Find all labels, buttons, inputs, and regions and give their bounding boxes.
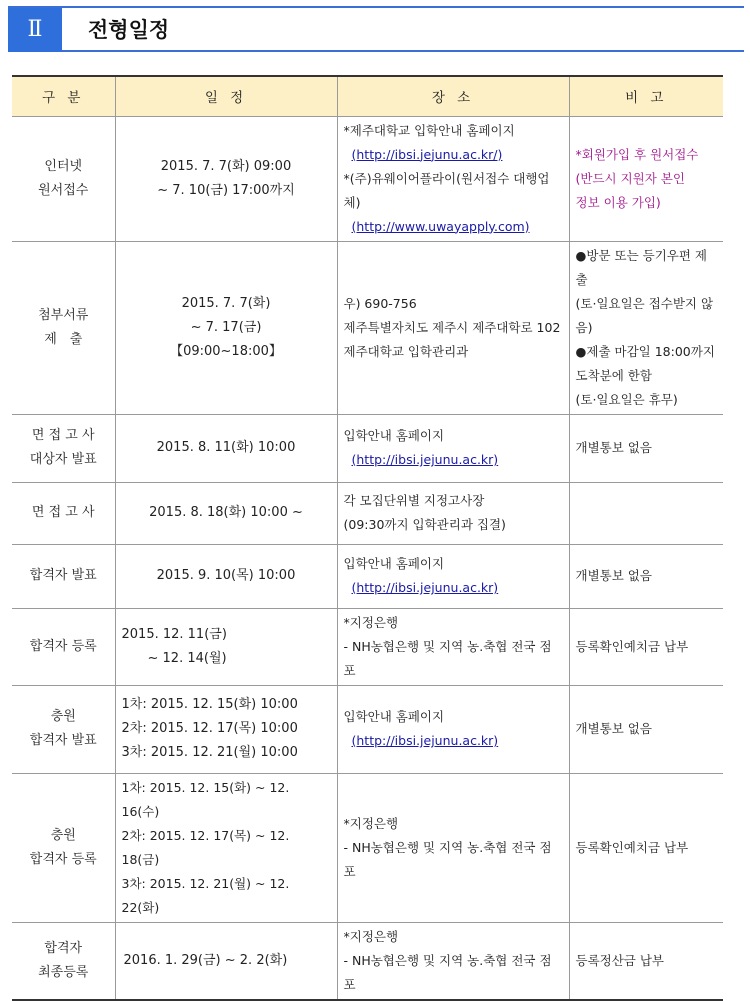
cell-place [337, 544, 569, 608]
cell-place [337, 685, 569, 773]
place-line: 입학안내 홈페이지 [343, 556, 445, 571]
schedule-line: 2015. 7. 7(화) 09:00 [160, 158, 292, 174]
schedule-line: 2015. 9. 10(목) 10:00 [156, 568, 296, 583]
cell-category [12, 116, 115, 241]
place-line: 우) 690-756 [343, 295, 417, 311]
table-row [12, 241, 723, 414]
place-line: (09:30까지 입학관리과 집결) [343, 517, 506, 532]
note-line: 도착분에 한함 [575, 367, 652, 383]
note-line: (토·일요일은 휴무) [575, 391, 678, 407]
note-line: 개별통보 없음 [575, 440, 652, 455]
cell-category [12, 414, 115, 482]
schedule-table [12, 75, 723, 1001]
schedule-line: 3차: 2015. 12. 21(월) ~ 12. 22(화) [121, 875, 290, 915]
cell-note [569, 773, 723, 922]
header-schedule: 일 정 [115, 76, 337, 116]
table-row [12, 685, 723, 773]
schedule-line: 2015. 12. 11(금) [121, 626, 227, 642]
table-body [12, 116, 723, 1000]
place-link[interactable]: (http://ibsi.jejunu.ac.kr) [351, 452, 499, 467]
cell-category [12, 241, 115, 414]
cell-schedule [115, 544, 337, 608]
place-line: *(주)유웨이어플라이(원서접수 대행업체) [343, 170, 550, 210]
note-line: 등록확인예치금 납부 [575, 638, 689, 654]
place-line: 입학안내 홈페이지 [343, 428, 445, 443]
table-row [12, 608, 723, 685]
place-line: *지정은행 [343, 928, 399, 944]
schedule-line: 1차: 2015. 12. 15(화) 10:00 [121, 697, 298, 712]
category-line: 충원 [50, 709, 76, 724]
section-number-badge: Ⅱ [8, 8, 62, 52]
place-line: - NH농협은행 및 지역 농.축협 전국 점포 [343, 638, 552, 678]
note-line: 등록확인예치금 납부 [575, 839, 689, 855]
table-row [12, 922, 723, 1000]
category-line: 충원 [50, 827, 76, 843]
cell-note [569, 608, 723, 685]
place-link[interactable]: (http://ibsi.jejunu.ac.kr/) [351, 146, 503, 162]
cell-note [569, 241, 723, 414]
schedule-line: 3차: 2015. 12. 21(월) 10:00 [121, 745, 298, 760]
note-line: ●방문 또는 등기우편 제출 [575, 247, 708, 287]
category-line: 제 출 [44, 331, 83, 347]
cell-place [337, 608, 569, 685]
cell-place [337, 241, 569, 414]
cell-category [12, 773, 115, 922]
cell-schedule [115, 116, 337, 241]
schedule-line: 2015. 8. 18(화) 10:00 ~ [149, 505, 303, 520]
place-line: 제주대학교 입학관리과 [343, 343, 469, 359]
header-bottom-rule [62, 50, 744, 52]
schedule-line: ~ 12. 14(월) [147, 650, 227, 666]
note-line: 정보 이용 가입) [575, 194, 661, 210]
note-line: 개별통보 없음 [575, 568, 652, 583]
place-link[interactable]: (http://ibsi.jejunu.ac.kr) [351, 580, 499, 595]
table-row [12, 482, 723, 544]
category-line: 합격자 등록 [29, 851, 97, 867]
schedule-line: 1차: 2015. 12. 15(화) ~ 12. 16(수) [121, 779, 290, 819]
cell-note [569, 414, 723, 482]
table-header-row [12, 76, 723, 116]
place-link[interactable]: (http://www.uwayapply.com) [351, 218, 530, 234]
note-line: 등록정산금 납부 [575, 952, 664, 968]
table-row [12, 414, 723, 482]
place-line: *제주대학교 입학안내 홈페이지 [343, 122, 515, 138]
cell-schedule [115, 685, 337, 773]
cell-place [337, 482, 569, 544]
cell-schedule [115, 414, 337, 482]
cell-note [569, 685, 723, 773]
cell-schedule [115, 922, 337, 1000]
cell-note [569, 922, 723, 1000]
note-line: ●제출 마감일 18:00까지 [575, 343, 715, 359]
cell-note [569, 482, 723, 544]
header-place: 장 소 [337, 76, 569, 116]
table-row [12, 773, 723, 922]
place-line: 각 모집단위별 지정고사장 [343, 493, 485, 508]
header-category: 구 분 [12, 76, 115, 116]
category-line: 면 접 고 사 [31, 505, 95, 520]
category-line: 면 접 고 사 [31, 428, 95, 443]
cell-place [337, 773, 569, 922]
cell-schedule [115, 608, 337, 685]
cell-category [12, 922, 115, 1000]
schedule-line: 2016. 1. 29(금) ~ 2. 2(화) [123, 952, 288, 968]
schedule-line: 【09:00~18:00】 [170, 343, 282, 359]
cell-schedule [115, 241, 337, 414]
category-line: 첨부서류 [38, 307, 89, 323]
section-header [8, 6, 744, 52]
cell-place [337, 414, 569, 482]
schedule-line: 2015. 8. 11(화) 10:00 [156, 440, 296, 455]
cell-category [12, 685, 115, 773]
table-row [12, 544, 723, 608]
category-line: 합격자 [44, 940, 83, 956]
schedule-line: 2015. 7. 7(화) [181, 295, 271, 311]
place-line: - NH농협은행 및 지역 농.축협 전국 점포 [343, 839, 552, 879]
place-line: *지정은행 [343, 614, 399, 630]
category-line: 대상자 발표 [29, 452, 97, 467]
schedule-line: 2차: 2015. 12. 17(목) ~ 12. 18(금) [121, 827, 290, 867]
cell-category [12, 608, 115, 685]
note-line: *회원가입 후 원서접수 [575, 146, 699, 162]
schedule-line: 2차: 2015. 12. 17(목) 10:00 [121, 721, 298, 736]
cell-place [337, 922, 569, 1000]
place-line: 입학안내 홈페이지 [343, 709, 445, 724]
cell-note [569, 116, 723, 241]
cell-schedule [115, 482, 337, 544]
cell-note [569, 544, 723, 608]
category-line: 인터넷 [44, 158, 83, 174]
place-link[interactable]: (http://ibsi.jejunu.ac.kr) [351, 733, 499, 748]
category-line: 원서접수 [38, 182, 89, 198]
cell-place [337, 116, 569, 241]
note-line: (토·일요일은 접수받지 않음) [575, 295, 714, 335]
note-line: (반드시 지원자 본인 [575, 170, 685, 186]
category-line: 최종등록 [38, 964, 89, 980]
note-line: 개별통보 없음 [575, 721, 652, 736]
place-line: *지정은행 [343, 815, 399, 831]
category-line: 합격자 발표 [29, 568, 97, 583]
section-title: 전형일정 [88, 18, 170, 42]
cell-category [12, 482, 115, 544]
cell-category [12, 544, 115, 608]
category-line: 합격자 발표 [29, 733, 97, 748]
cell-schedule [115, 773, 337, 922]
table-row [12, 116, 723, 241]
schedule-line: ~ 7. 17(금) [190, 319, 262, 335]
schedule-line: ~ 7. 10(금) 17:00까지 [157, 182, 295, 198]
place-line: - NH농협은행 및 지역 농.축협 전국 점포 [343, 952, 552, 992]
header-note: 비 고 [569, 76, 723, 116]
place-line: 제주특별자치도 제주시 제주대학로 102 [343, 319, 561, 335]
category-line: 합격자 등록 [29, 638, 97, 654]
